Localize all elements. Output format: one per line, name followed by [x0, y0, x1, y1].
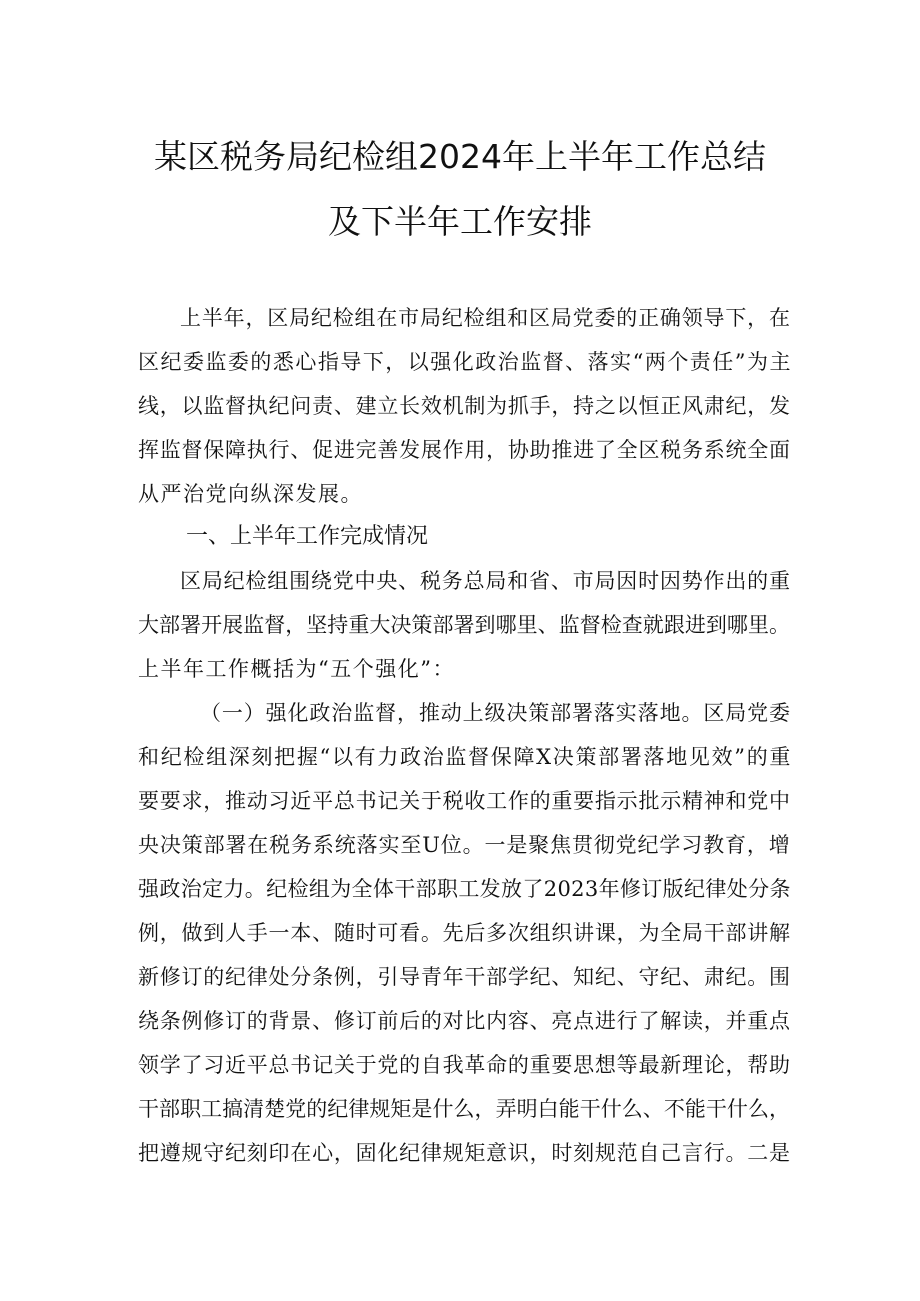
paragraph-3-line-11: 把遵规守纪刻印在心，固化纪律规矩意识，时刻规范自己言行。二是	[138, 1141, 791, 1165]
paragraph-3-line-3: 要要求，推动习近平总书记关于税收工作的重要指示批示精神和党中	[138, 789, 791, 813]
paragraph-2-line-2: 大部署开展监督，坚持重大决策部署到哪里、监督检查就跟进到哪里。	[138, 613, 791, 637]
section-1-heading: 一、上半年工作完成情况	[186, 524, 429, 549]
paragraph-1-line-5: 从严治党向纵深发展。	[138, 482, 363, 506]
paragraph-3-line-2: 和纪检组深刻把握“以有力政治监督保障X决策部署落地见效”的重	[138, 745, 793, 769]
paragraph-3-line-9: 领学了习近平总书记关于党的自我革命的重要思想等最新理论，帮助	[138, 1053, 791, 1077]
paragraph-1-line-3: 线，以监督执纪问责、建立长效机制为抓手，持之以恒正风肃纪，发	[138, 394, 791, 418]
document-title-line-1: 某区税务局纪检组2024年上半年工作总结	[154, 137, 766, 176]
paragraph-1-line-1: 上半年，区局纪检组在市局纪检组和区局党委的正确领导下，在	[180, 306, 791, 330]
paragraph-3-line-7: 新修订的纪律处分条例，引导青年干部学纪、知纪、守纪、肃纪。围	[138, 965, 791, 989]
document-title-line-2: 及下半年工作安排	[328, 202, 592, 241]
paragraph-3-line-6: 例，做到人手一本、随时可看。先后多次组织讲课，为全局干部讲解	[138, 921, 791, 945]
paragraph-3-line-8: 绕条例修订的背景、修订前后的对比内容、亮点进行了解读，并重点	[138, 1009, 791, 1033]
paragraph-3-line-1: （一）强化政治监督，推动上级决策部署落实落地。区局党委	[200, 701, 791, 725]
paragraph-3-line-5: 强政治定力。纪检组为全体干部职工发放了2023年修订版纪律处分条	[138, 877, 791, 901]
paragraph-3-line-4: 央决策部署在税务系统落实至U位。一是聚焦贯彻党纪学习教育，增	[138, 833, 791, 857]
paragraph-3-line-10: 干部职工搞清楚党的纪律规矩是什么，弄明白能干什么、不能干什么，	[138, 1097, 791, 1121]
paragraph-2-line-1: 区局纪检组围绕党中央、税务总局和省、市局因时因势作出的重	[180, 569, 791, 593]
paragraph-2-line-3: 上半年工作概括为“五个强化”：	[138, 657, 455, 681]
paragraph-1-line-4: 挥监督保障执行、促进完善发展作用，协助推进了全区税务系统全面	[138, 438, 791, 462]
paragraph-1-line-2: 区纪委监委的悉心指导下，以强化政治监督、落实“两个责任”为主	[138, 350, 792, 374]
